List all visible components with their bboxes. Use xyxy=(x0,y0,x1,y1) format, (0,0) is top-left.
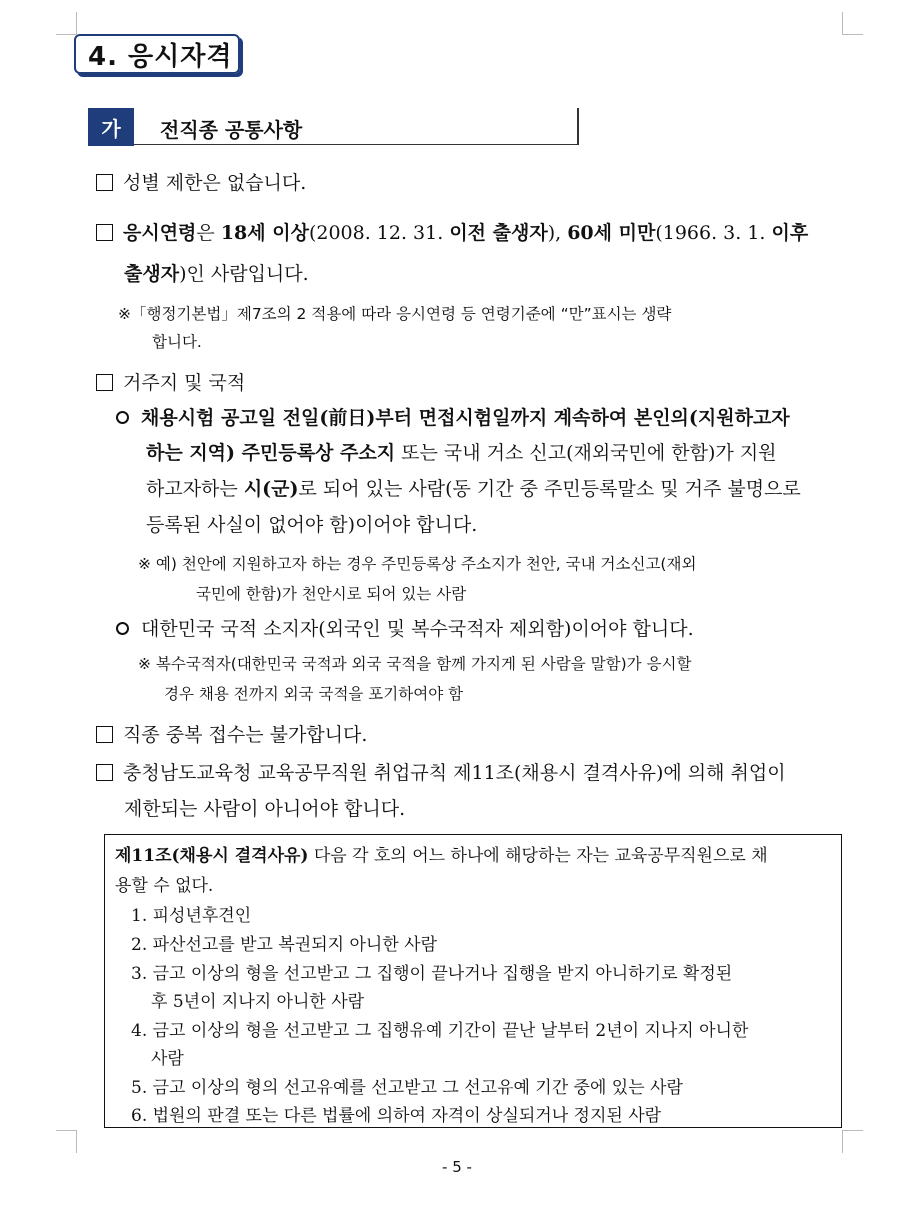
box-list-item: 3. 금고 이상의 형을 선고받고 그 집행이 끝나거나 집행을 받지 아니하기로 확정된 xyxy=(131,964,733,984)
item-rule: 충청남도교육청 교육공무직원 취업규칙 제11조(채용시 결격사유)에 의해 취업이 xyxy=(96,758,786,785)
crop-mark-top-right xyxy=(842,12,863,35)
residence-condition-line4: 등록된 사실이 없어야 함)이어야 합니다. xyxy=(146,514,478,536)
box-list-item: 1. 피성년후견인 xyxy=(131,906,252,926)
sub-header-underline xyxy=(134,144,578,145)
checkbox-square-icon xyxy=(96,374,113,391)
box-list-item-cont: 후 5년이 지나지 아니한 사람 xyxy=(151,992,365,1012)
box-title: 제11조(채용시 결격사유) 다음 각 호의 어느 하나에 해당하는 자는 교육공무직원으로 채 xyxy=(115,846,768,866)
circle-bullet-icon xyxy=(116,622,129,635)
residence-note-line2: 국민에 한함)가 천안시로 되어 있는 사람 xyxy=(196,585,467,603)
section-title: 4. 응시자격 xyxy=(74,34,240,74)
page-number: - 5 - xyxy=(442,1158,472,1176)
residence-condition-line2: 하는 지역) 주민등록상 주소지 또는 국내 거소 신고(재외국민에 한함)가 지원 xyxy=(146,442,777,464)
age-note: ※「행정기본법」제7조의 2 적용에 따라 응시연령 등 연령기준에 “만”표시는 생략 xyxy=(118,305,672,323)
residence-note: ※ 예) 천안에 지원하고자 하는 경우 주민등록상 주소지가 천안, 국내 거소신고(재외 xyxy=(138,555,697,573)
sub-header xyxy=(88,108,578,146)
box-list-item: 4. 금고 이상의 형을 선고받고 그 집행유예 기간이 끝난 날부터 2년이 지나지 아니한 xyxy=(131,1021,749,1041)
nationality-note-line2: 경우 채용 전까지 외국 국적을 포기하여야 함 xyxy=(164,685,464,703)
box-list-item: 5. 금고 이상의 형의 선고유예를 선고받고 그 선고유예 기간 중에 있는 사람 xyxy=(131,1078,683,1098)
nationality-condition: 대한민국 국적 소지자(외국인 및 복수국적자 제외함)이어야 합니다. xyxy=(116,614,694,641)
box-list-item-cont: 사람 xyxy=(151,1049,184,1069)
checkbox-square-icon xyxy=(96,224,113,241)
box-list-item: 6. 법원의 판결 또는 다른 법률에 의하여 자격이 상실되거나 정지된 사람 xyxy=(131,1106,662,1126)
crop-mark-bottom-left xyxy=(56,1130,77,1153)
residence-condition: 채용시험 공고일 전일(前日)부터 면접시험일까지 계속하여 본인의(지원하고자 xyxy=(116,403,790,430)
checkbox-square-icon xyxy=(96,174,113,191)
checkbox-square-icon xyxy=(96,726,113,743)
item-age-line2: 출생자)인 사람입니다. xyxy=(124,263,309,285)
residence-condition-line3: 하고자하는 시(군)로 되어 있는 사람(동 기간 중 주민등록말소 및 거주 불명으로 xyxy=(146,478,801,500)
item-gender: 성별 제한은 없습니다. xyxy=(96,168,306,195)
crop-mark-top-left xyxy=(56,12,77,35)
sub-header-badge: 가 xyxy=(88,108,134,146)
age-note-line2: 합니다. xyxy=(152,333,202,351)
item-duplicate: 직종 중복 접수는 불가합니다. xyxy=(96,720,367,747)
nationality-note: ※ 복수국적자(대한민국 국적과 외국 국적을 함께 가지게 된 사람을 말함)가 응시할 xyxy=(138,655,692,673)
checkbox-square-icon xyxy=(96,764,113,781)
sub-header-rule xyxy=(577,108,579,145)
item-age: 응시연령은 18세 이상(2008. 12. 31. 이전 출생자), 60세 미만(1966. 3. 1. 이후 xyxy=(96,218,808,245)
disqualification-box xyxy=(104,834,842,1128)
box-list-item: 2. 파산선고를 받고 복권되지 아니한 사람 xyxy=(131,935,437,955)
circle-bullet-icon xyxy=(116,411,129,424)
item-rule-line2: 제한되는 사람이 아니어야 합니다. xyxy=(124,798,406,820)
item-residence: 거주지 및 국적 xyxy=(96,368,245,395)
crop-mark-bottom-right xyxy=(842,1130,863,1153)
sub-header-title: 전직종 공통사항 xyxy=(160,118,303,142)
box-title-line2: 용할 수 없다. xyxy=(115,876,214,896)
